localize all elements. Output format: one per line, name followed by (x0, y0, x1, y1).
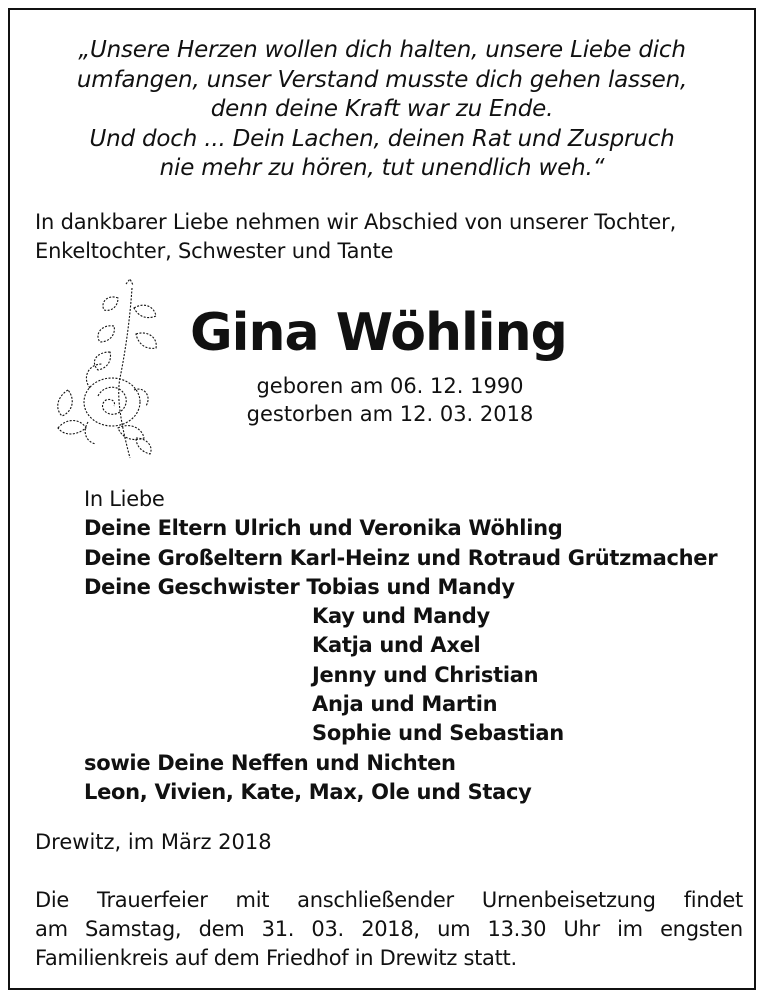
rose-illustration-icon (48, 278, 168, 463)
grandparents-line: Deine Großeltern Karl-Heinz und Rotraud Grützmacher (84, 545, 718, 570)
quote-line: nie mehr zu hören, tut unendlich weh.“ (159, 155, 605, 181)
word: 13.30 (487, 917, 547, 941)
sibling-entry: Katja und Axel (312, 633, 481, 658)
quote-line: denn deine Kraft war zu Ende. (210, 96, 554, 122)
word: um (437, 917, 471, 941)
quote-line: „Unsere Herzen wollen dich halten, unsere Liebe dich (78, 37, 686, 63)
word: 31. (261, 917, 295, 941)
funeral-information (35, 886, 743, 973)
word: Samstag, (85, 917, 182, 941)
place-and-date: Drewitz, im März 2018 (35, 830, 272, 854)
word: dem (198, 917, 245, 941)
intro-text (35, 208, 740, 266)
life-dates (190, 372, 590, 428)
birth-date: geboren am 06. 12. 1990 (256, 374, 524, 398)
word: Trauerfeier (97, 888, 208, 912)
word: engsten (660, 917, 743, 941)
quote-line: Und doch ... Dein Lachen, deinen Rat und Zuspruch (89, 125, 675, 152)
word: Die (35, 888, 70, 912)
death-date: gestorben am 12. 03. 2018 (246, 402, 534, 426)
siblings-label: Deine Geschwister (84, 574, 300, 599)
memorial-quote (10, 36, 754, 184)
intro-line: In dankbarer Liebe nehmen wir Abschied von unserer Tochter, (35, 210, 677, 234)
obituary-notice (8, 8, 756, 990)
ceremony-line-1 (35, 886, 743, 915)
sibling-entry: Tobias und Mandy (306, 574, 515, 599)
ceremony-line-2 (35, 915, 743, 944)
word: am (35, 917, 68, 941)
nephews-names: Leon, Vivien, Kate, Max, Ole und Stacy (84, 779, 532, 804)
sibling-entry: Jenny und Christian (312, 662, 539, 687)
word: findet (683, 888, 743, 912)
word: anschließender (297, 888, 454, 912)
quote-line: umfangen, unser Verstand musste dich gehen lassen, (76, 66, 688, 93)
parents-line: Deine Eltern Ulrich und Veronika Wöhling (84, 516, 563, 541)
sibling-entry: Kay und Mandy (312, 604, 490, 629)
siblings-line (84, 573, 764, 602)
nephews-label: sowie Deine Neffen und Nichten (84, 750, 456, 775)
word: 2018, (361, 917, 420, 941)
sibling-entry: Sophie und Sebastian (312, 721, 564, 746)
word: Uhr (563, 917, 600, 941)
intro-line: Enkeltochter, Schwester und Tante (35, 239, 394, 263)
word: im (617, 917, 643, 941)
mourners-list (84, 485, 764, 807)
word: Urnenbeisetzung (481, 888, 656, 912)
sibling-entry: Anja und Martin (312, 692, 498, 717)
word: mit (235, 888, 270, 912)
deceased-name: Gina Wöhling (190, 303, 567, 363)
in-love-label: In Liebe (84, 487, 165, 511)
ceremony-line-3: Familienkreis auf dem Friedhof in Drewitz statt. (35, 946, 517, 970)
word: 03. (311, 917, 344, 941)
